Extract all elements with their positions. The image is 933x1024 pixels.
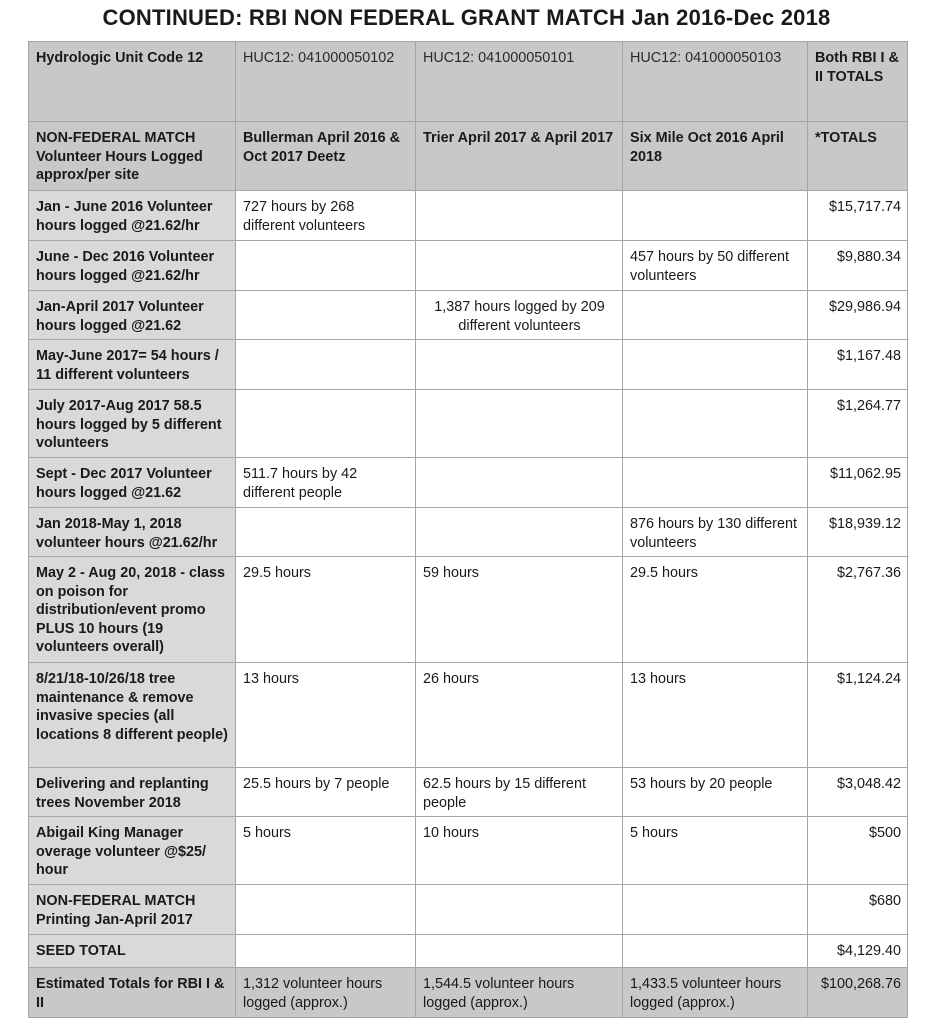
table-row	[29, 768, 908, 817]
totals-bullerman: 1,312 volunteer hours logged (approx.)	[236, 968, 416, 1018]
trier-cell	[416, 508, 623, 557]
bullerman-cell: 13 hours	[236, 663, 416, 768]
total-cell: $680	[808, 885, 908, 935]
bullerman-cell	[236, 390, 416, 458]
row-label: Sept - Dec 2017 Volunteer hours logged @21.62	[29, 458, 236, 508]
bullerman-cell: 29.5 hours	[236, 557, 416, 663]
page-title: CONTINUED: RBI NON FEDERAL GRANT MATCH Jan 2016-Dec 2018	[102, 5, 831, 30]
six-mile-cell: 53 hours by 20 people	[623, 768, 808, 817]
grand-total: $100,268.76	[808, 968, 908, 1018]
row-label: SEED TOTAL	[29, 935, 236, 968]
row-label: Jan-April 2017 Volunteer hours logged @21.62	[29, 291, 236, 340]
row-label: July 2017-Aug 2017 58.5 hours logged by 5 different volunteers	[29, 390, 236, 458]
six-mile-cell: 5 hours	[623, 817, 808, 885]
header-cell-huc-101: HUC12: 041000050101	[416, 42, 623, 122]
row-label: NON-FEDERAL MATCH Printing Jan-April 2017	[29, 885, 236, 935]
six-mile-cell	[623, 885, 808, 935]
six-mile-cell	[623, 191, 808, 241]
bullerman-cell: 25.5 hours by 7 people	[236, 768, 416, 817]
totals-label: Estimated Totals for RBI I & II	[29, 968, 236, 1018]
total-cell: $11,062.95	[808, 458, 908, 508]
row-label: June - Dec 2016 Volunteer hours logged @21.62/hr	[29, 241, 236, 291]
bullerman-cell: 5 hours	[236, 817, 416, 885]
six-mile-cell	[623, 340, 808, 390]
row-label: Delivering and replanting trees November 2018	[29, 768, 236, 817]
header-row	[29, 42, 908, 122]
header-cell-huc-103: HUC12: 041000050103	[623, 42, 808, 122]
header-cell-totals: Both RBI I & II TOTALS	[808, 42, 908, 122]
trier-cell: 62.5 hours by 15 different people	[416, 768, 623, 817]
bullerman-cell	[236, 885, 416, 935]
subheader-cell-six-mile: Six Mile Oct 2016 April 2018	[623, 122, 808, 191]
total-cell: $1,167.48	[808, 340, 908, 390]
six-mile-cell	[623, 935, 808, 968]
table-row	[29, 458, 908, 508]
bullerman-cell	[236, 241, 416, 291]
total-cell: $18,939.12	[808, 508, 908, 557]
total-cell: $2,767.36	[808, 557, 908, 663]
subheader-row	[29, 122, 908, 191]
six-mile-cell	[623, 291, 808, 340]
row-label: May-June 2017= 54 hours / 11 different volunteers	[29, 340, 236, 390]
row-label: Abigail King Manager overage volunteer @$25/ hour	[29, 817, 236, 885]
bullerman-cell: 511.7 hours by 42 different people	[236, 458, 416, 508]
totals-trier: 1,544.5 volunteer hours logged (approx.)	[416, 968, 623, 1018]
totals-six-mile: 1,433.5 volunteer hours logged (approx.)	[623, 968, 808, 1018]
header-cell-label: Hydrologic Unit Code 12	[29, 42, 236, 122]
table-row	[29, 663, 908, 768]
header-cell-huc-102: HUC12: 041000050102	[236, 42, 416, 122]
six-mile-cell: 29.5 hours	[623, 557, 808, 663]
total-cell: $1,264.77	[808, 390, 908, 458]
table-row	[29, 340, 908, 390]
trier-cell: 1,387 hours logged by 209 different volunteers	[416, 291, 623, 340]
trier-cell: 10 hours	[416, 817, 623, 885]
six-mile-cell: 457 hours by 50 different volunteers	[623, 241, 808, 291]
trier-cell	[416, 458, 623, 508]
six-mile-cell: 13 hours	[623, 663, 808, 768]
subheader-cell-totals: *TOTALS	[808, 122, 908, 191]
trier-cell	[416, 935, 623, 968]
bullerman-cell	[236, 340, 416, 390]
table-row	[29, 885, 908, 935]
total-cell: $500	[808, 817, 908, 885]
table-row	[29, 390, 908, 458]
table-row	[29, 557, 908, 663]
table-row	[29, 241, 908, 291]
subheader-cell-label: NON-FEDERAL MATCH Volunteer Hours Logged approx/per site	[29, 122, 236, 191]
total-cell: $1,124.24	[808, 663, 908, 768]
six-mile-cell	[623, 390, 808, 458]
total-cell: $9,880.34	[808, 241, 908, 291]
total-cell: $15,717.74	[808, 191, 908, 241]
six-mile-cell	[623, 458, 808, 508]
trier-cell	[416, 390, 623, 458]
trier-cell	[416, 241, 623, 291]
total-cell: $29,986.94	[808, 291, 908, 340]
subheader-cell-trier: Trier April 2017 & April 2017	[416, 122, 623, 191]
bullerman-cell	[236, 935, 416, 968]
trier-cell	[416, 191, 623, 241]
table-row	[29, 817, 908, 885]
grant-match-table	[28, 41, 908, 1018]
trier-cell: 59 hours	[416, 557, 623, 663]
total-cell: $4,129.40	[808, 935, 908, 968]
row-label: 8/21/18-10/26/18 tree maintenance & remove invasive species (all locations 8 different people)	[29, 663, 236, 768]
row-label: May 2 - Aug 20, 2018 - class on poison for distribution/event promo PLUS 10 hours (19 volunteers overall)	[29, 557, 236, 663]
trier-cell: 26 hours	[416, 663, 623, 768]
totals-row	[29, 968, 908, 1018]
subheader-cell-bullerman: Bullerman April 2016 & Oct 2017 Deetz	[236, 122, 416, 191]
bullerman-cell: 727 hours by 268 different volunteers	[236, 191, 416, 241]
row-label: Jan 2018-May 1, 2018 volunteer hours @21.62/hr	[29, 508, 236, 557]
table-row	[29, 191, 908, 241]
table-row	[29, 935, 908, 968]
total-cell: $3,048.42	[808, 768, 908, 817]
trier-cell	[416, 885, 623, 935]
table-row	[29, 508, 908, 557]
row-label: Jan - June 2016 Volunteer hours logged @21.62/hr	[29, 191, 236, 241]
trier-cell	[416, 340, 623, 390]
bullerman-cell	[236, 291, 416, 340]
bullerman-cell	[236, 508, 416, 557]
table-row	[29, 291, 908, 340]
six-mile-cell: 876 hours by 130 different volunteers	[623, 508, 808, 557]
